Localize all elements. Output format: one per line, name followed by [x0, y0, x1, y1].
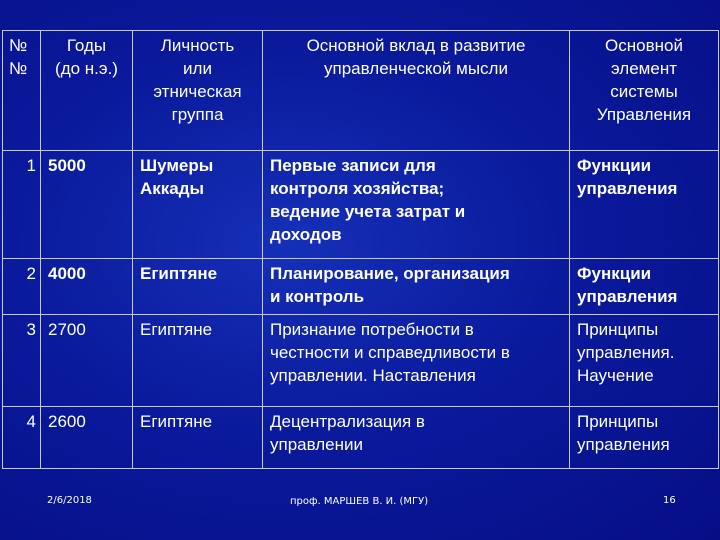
table-row: [3, 151, 719, 259]
row-year: 4000: [41, 259, 133, 315]
row-num: 4: [3, 407, 41, 469]
row-contribution: Планирование, организация и контроль: [263, 259, 570, 315]
table-header-row: [3, 31, 719, 151]
history-table: [2, 30, 719, 469]
row-person: Шумеры Аккады: [133, 151, 263, 259]
table-row: [3, 407, 719, 469]
row-num: 1: [3, 151, 41, 259]
row-person: Египтяне: [133, 259, 263, 315]
header-num: № №: [3, 31, 41, 151]
table-row: [3, 259, 719, 315]
row-contribution: Децентрализация в управлении: [263, 407, 570, 469]
slide-number: 16: [663, 495, 676, 506]
footer-author: проф. МАРШЕВ В. И. (МГУ): [290, 496, 429, 507]
table-row: [3, 315, 719, 407]
row-element: Принципы управления: [570, 407, 719, 469]
footer-date: 2/6/2018: [47, 495, 92, 506]
row-year: 2700: [41, 315, 133, 407]
row-contribution: Признание потребности в честности и справедливости в управлении. Наставления: [263, 315, 570, 407]
row-year: 5000: [41, 151, 133, 259]
header-years: Годы (до н.э.): [41, 31, 133, 151]
row-element: Принципы управления. Научение: [570, 315, 719, 407]
row-year: 2600: [41, 407, 133, 469]
header-person: Личность или этническая группа: [133, 31, 263, 151]
header-element: Основной элемент системы Управления: [570, 31, 719, 151]
header-contribution: Основной вклад в развитие управленческой мысли: [263, 31, 570, 151]
row-person: Египтяне: [133, 315, 263, 407]
row-num: 3: [3, 315, 41, 407]
row-contribution: Первые записи для контроля хозяйства; ведение учета затрат и доходов: [263, 151, 570, 259]
row-person: Египтяне: [133, 407, 263, 469]
row-element: Функции управления: [570, 151, 719, 259]
row-element: Функции управления: [570, 259, 719, 315]
row-num: 2: [3, 259, 41, 315]
